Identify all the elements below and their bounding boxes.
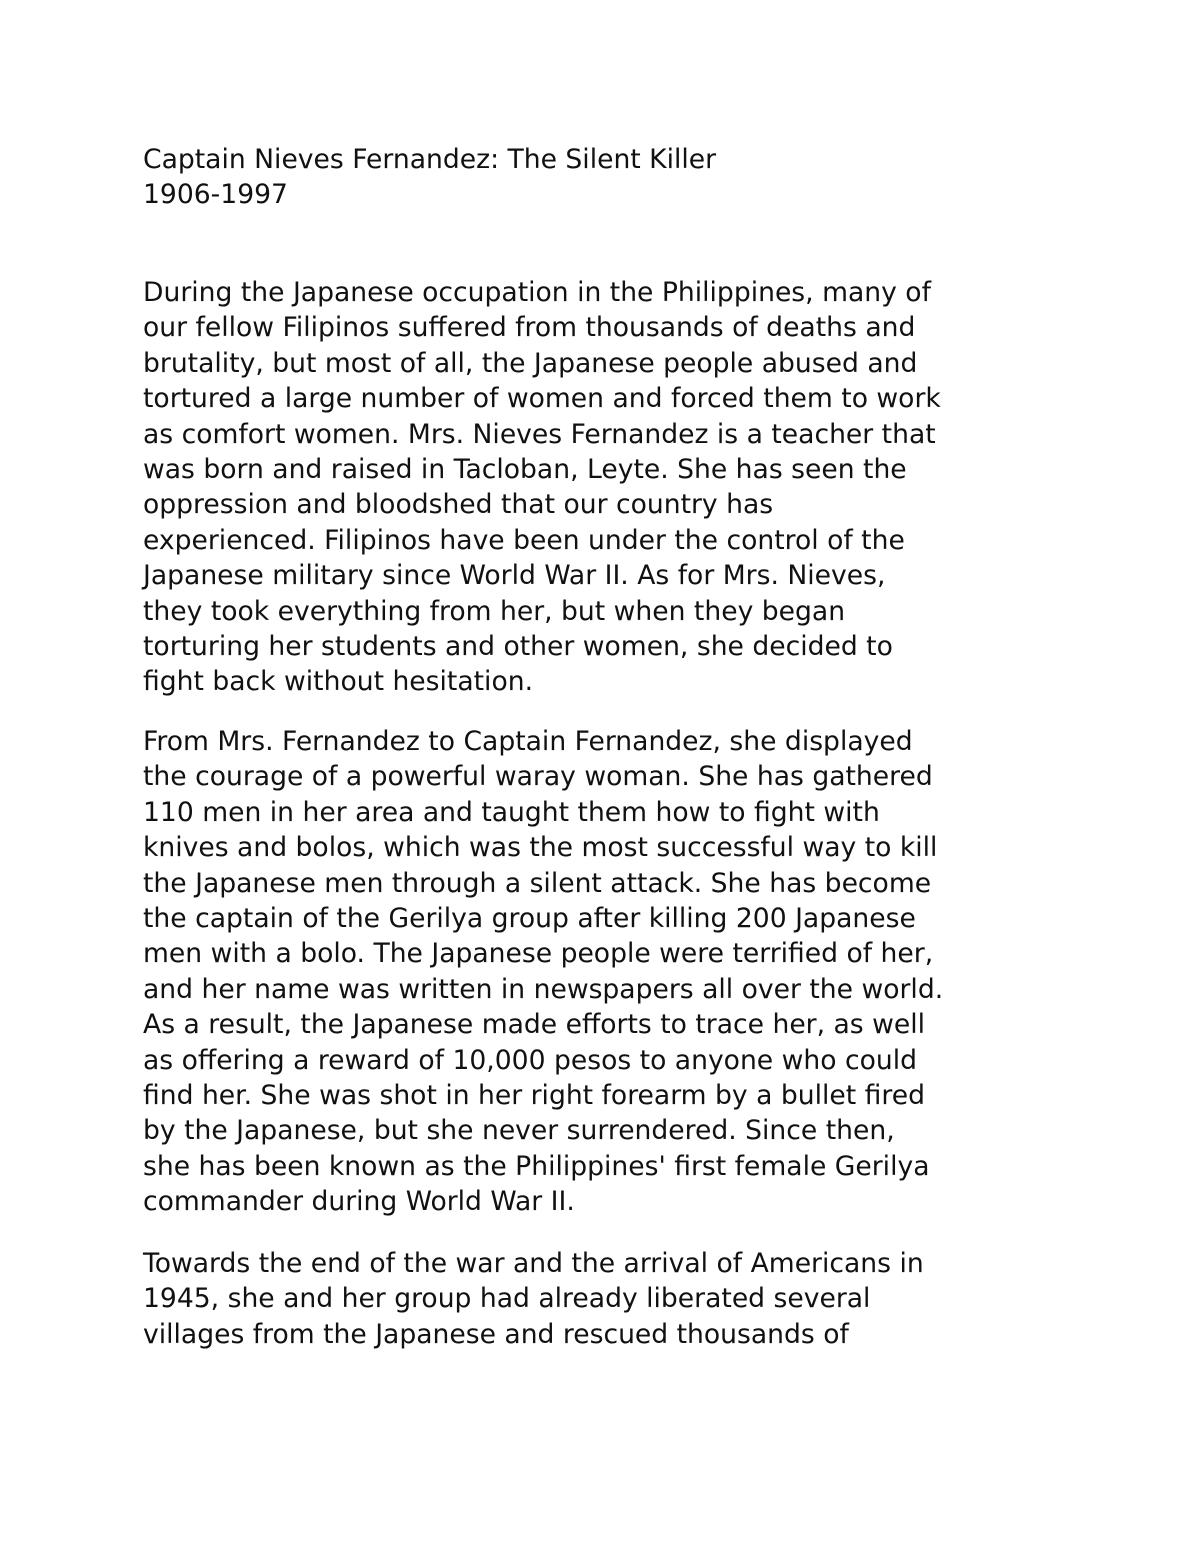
paragraph-line: brutality, but most of all, the Japanese people abused and: [143, 347, 918, 379]
paragraph-line: our fellow Filipinos suffered from thousands of deaths and: [143, 312, 916, 344]
paragraph-line: fight back without hesitation.: [143, 666, 534, 698]
document-header: [143, 142, 716, 213]
paragraph-1: [143, 275, 941, 700]
paragraph-line: as comfort women. Mrs. Nieves Fernandez is a teacher that: [143, 418, 936, 450]
paragraph-line: was born and raised in Tacloban, Leyte. She has seen the: [143, 454, 907, 486]
paragraph-line: torturing her students and other women, she decided to: [143, 631, 893, 663]
paragraph-line: they took everything from her, but when they began: [143, 595, 846, 627]
paragraph-line: As a result, the Japanese made efforts to trace her, as well: [143, 1009, 926, 1041]
paragraph-line: the courage of a powerful waray woman. She has gathered: [143, 761, 933, 793]
paragraph-line: as offering a reward of 10,000 pesos to anyone who could: [143, 1044, 917, 1076]
paragraph-line: the Japanese men through a silent attack. She has become: [143, 867, 932, 899]
paragraph-line: 1945, she and her group had already liberated several: [143, 1283, 871, 1315]
paragraph-line: villages from the Japanese and rescued thousands of: [143, 1318, 849, 1350]
paragraph-line: During the Japanese occupation in the Philippines, many of: [143, 277, 931, 308]
paragraph-line: by the Japanese, but she never surrendered. Since then,: [143, 1115, 895, 1147]
paragraph-line: experienced. Filipinos have been under the control of the: [143, 524, 905, 556]
paragraph-line: commander during World War II.: [143, 1186, 575, 1218]
paragraph-line: oppression and bloodshed that our country has: [143, 489, 774, 521]
document-title: Captain Nieves Fernandez: The Silent Killer: [143, 144, 717, 175]
paragraph-line: Towards the end of the war and the arrival of Americans in: [143, 1248, 924, 1279]
paragraph-2: [143, 724, 943, 1220]
paragraph-line: 110 men in her area and taught them how to fight with: [143, 796, 880, 828]
paragraph-line: and her name was written in newspapers all over the world.: [143, 973, 944, 1005]
paragraph-line: the captain of the Gerilya group after killing 200 Japanese: [143, 903, 916, 935]
paragraph-line: tortured a large number of women and forced them to work: [143, 383, 941, 415]
paragraph-line: find her. She was shot in her right forearm by a bullet fired: [143, 1080, 925, 1112]
paragraph-line: she has been known as the Philippines' first female Gerilya: [143, 1150, 930, 1182]
paragraph-line: knives and bolos, which was the most successful way to kill: [143, 832, 938, 864]
paragraph-line: men with a bolo. The Japanese people were terrified of her,: [143, 938, 934, 970]
document-years: 1906-1997: [143, 179, 288, 211]
paragraph-3: [143, 1246, 924, 1352]
paragraph-line: Japanese military since World War II. As for Mrs. Nieves,: [143, 560, 886, 592]
paragraph-line: From Mrs. Fernandez to Captain Fernandez, she displayed: [143, 726, 913, 757]
